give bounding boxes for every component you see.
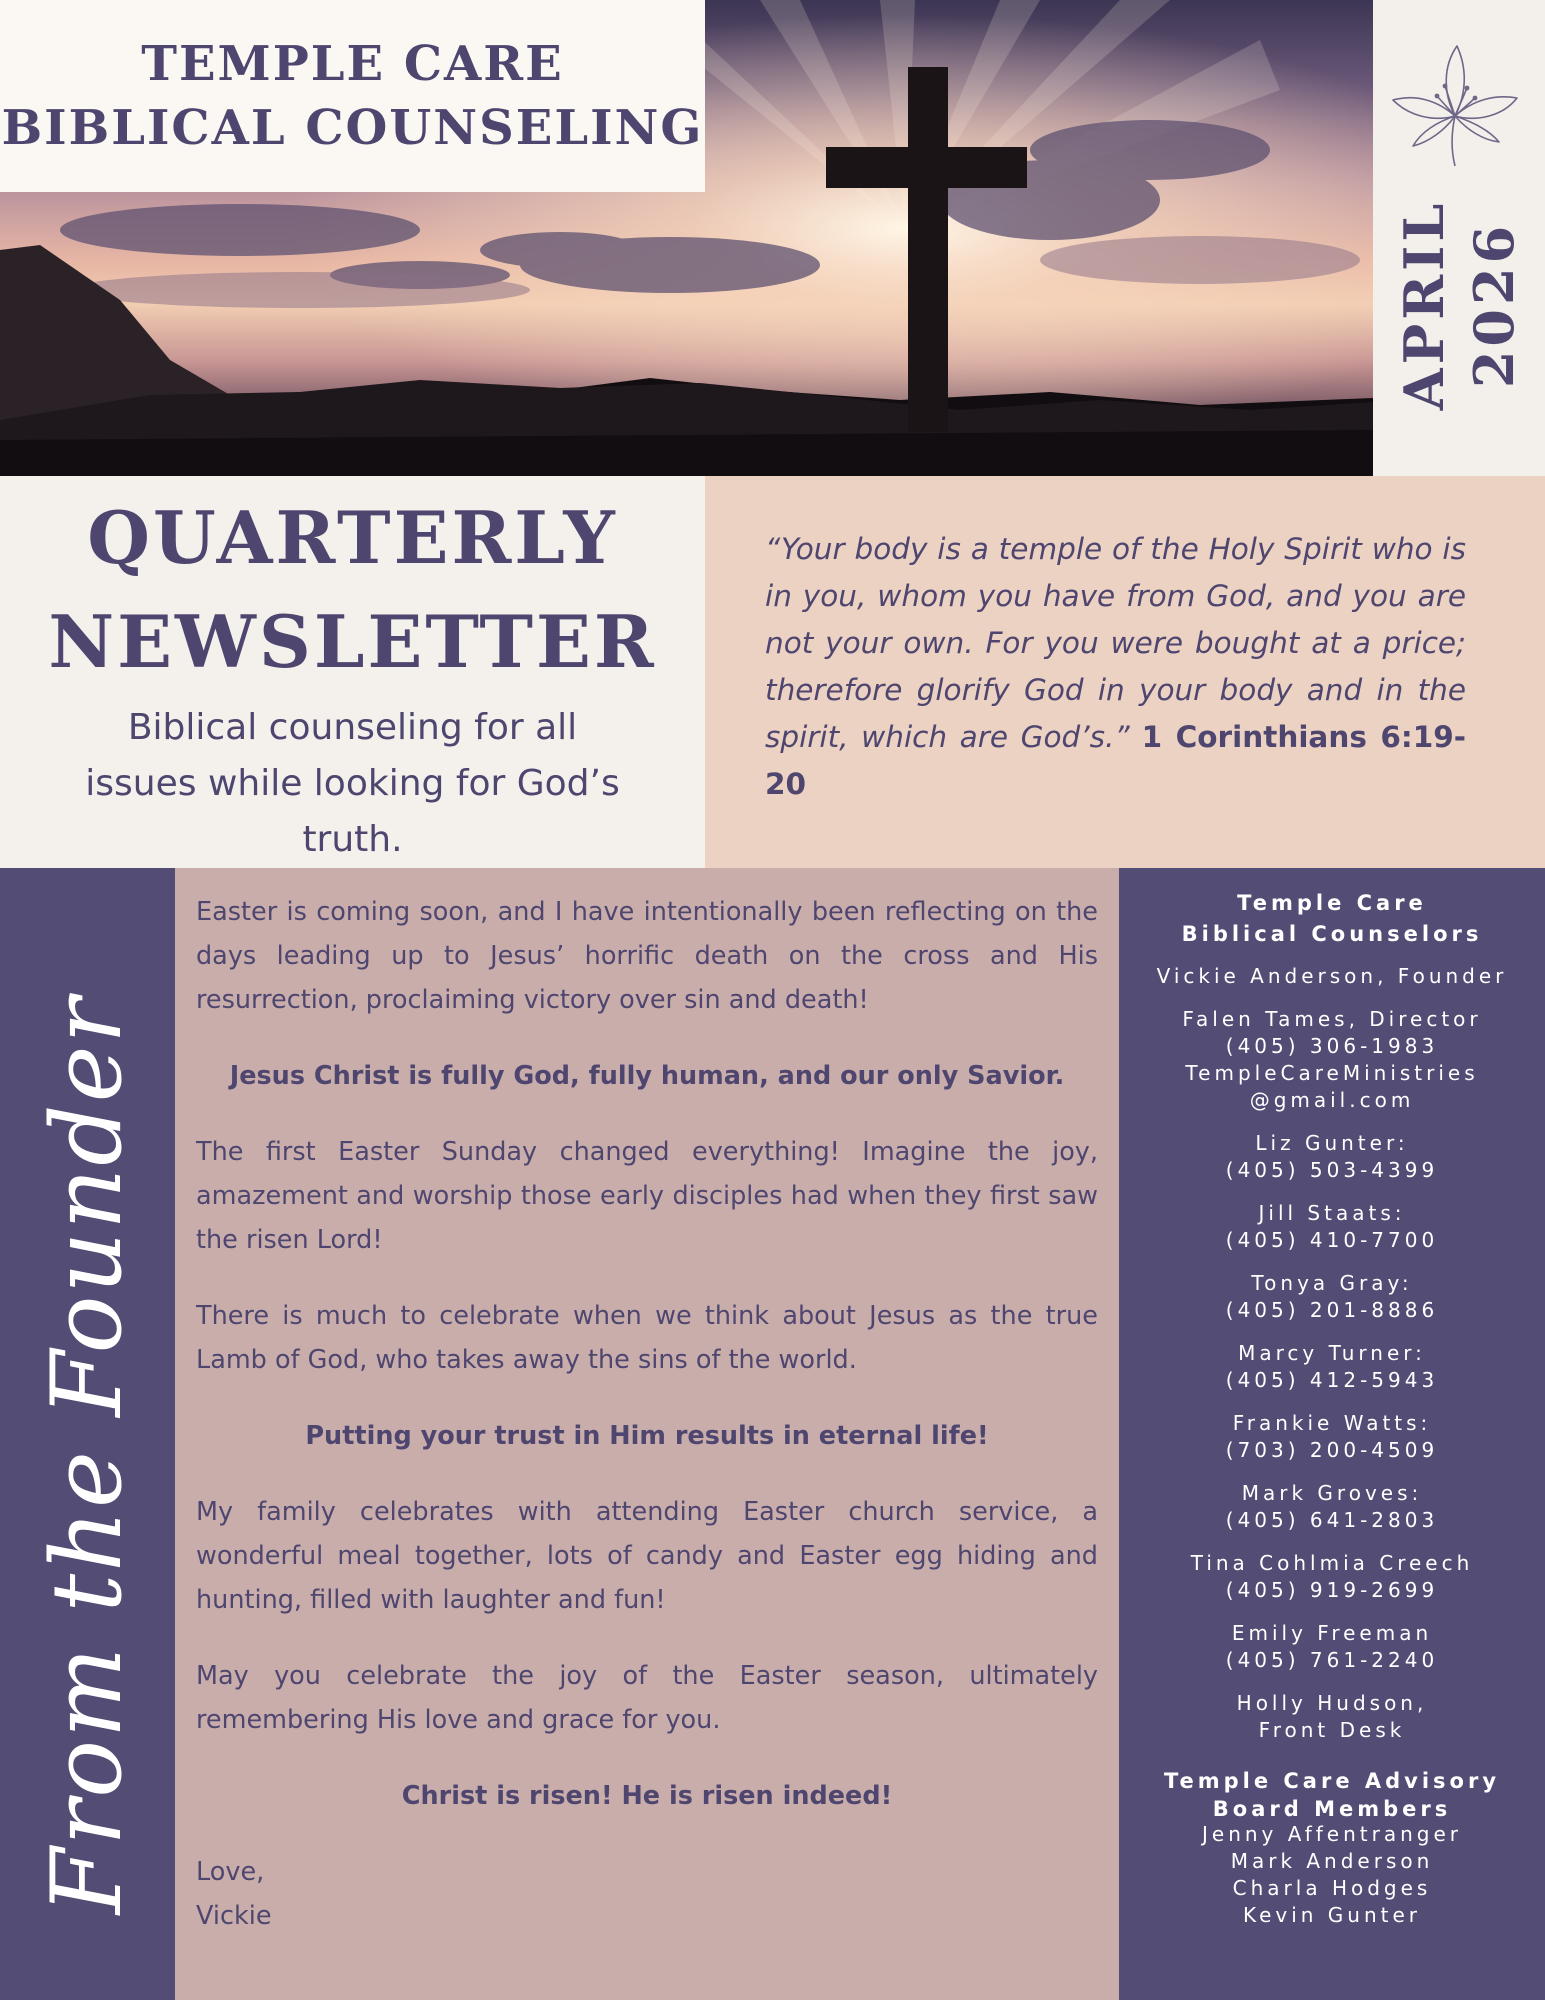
newsletter-title-line-2: NEWSLETTER bbox=[48, 599, 657, 684]
counselor-name: Emily Freeman bbox=[1231, 1621, 1433, 1645]
board-member: Mark Anderson bbox=[1230, 1849, 1434, 1873]
organization-name bbox=[0, 0, 705, 192]
letter-highlight: Jesus Christ is fully God, fully human, and our only Savior. bbox=[229, 1061, 1065, 1091]
counselor-phone: (405) 641-2803 bbox=[1225, 1508, 1439, 1532]
issue-year: 2026 bbox=[1462, 221, 1526, 389]
scripture-quote-block bbox=[705, 476, 1545, 868]
counselor-name: Marcy Turner: bbox=[1238, 1341, 1426, 1365]
counselor-name: Tina Cohlmia Creech bbox=[1190, 1551, 1474, 1575]
director-email-line-2: @gmail.com bbox=[1249, 1088, 1415, 1112]
letter-paragraph: Easter is coming soon, and I have intentionally been reflecting on the days leading up to Jesus’ horrific death on the cross and His resurrection, proclaiming victory over sin and death! bbox=[196, 897, 1098, 1015]
letter-highlight: Christ is risen! He is risen indeed! bbox=[401, 1781, 893, 1811]
letter-paragraph: The first Easter Sunday changed everything! Imagine the joy, amazement and worship those early disciples had when they first saw the risen Lord! bbox=[196, 1137, 1098, 1255]
counselor-entry bbox=[1119, 1620, 1545, 1674]
director-phone: (405) 306-1983 bbox=[1225, 1034, 1439, 1058]
letter-paragraph: There is much to celebrate when we think about Jesus as the true Lamb of God, who takes away the sins of the world. bbox=[196, 1301, 1098, 1375]
founder-letter bbox=[175, 868, 1119, 2000]
staff-heading-line-1: Temple Care bbox=[1237, 891, 1427, 915]
board-member: Jenny Affentranger bbox=[1202, 1822, 1462, 1846]
staff-heading-line-2: Biblical Counselors bbox=[1181, 922, 1483, 946]
founder-heading bbox=[12, 995, 162, 1915]
counselor-phone: (703) 200-4509 bbox=[1225, 1438, 1439, 1462]
counselor-entry bbox=[1119, 1550, 1545, 1604]
letter-signoff bbox=[196, 1850, 1098, 1938]
counselor-entry bbox=[1119, 1480, 1545, 1534]
scripture-reference: 1 Corinthians 6:19-20 bbox=[765, 720, 1466, 801]
front-desk-name: Holly Hudson, bbox=[1236, 1691, 1428, 1715]
staff-founder: Vickie Anderson, Founder bbox=[1156, 964, 1508, 988]
letter-paragraph: My family celebrates with attending Easter church service, a wonderful meal together, lots of candy and Easter egg hiding and hunting, filled with laughter and fun! bbox=[196, 1497, 1098, 1615]
counselor-name: Jill Staats: bbox=[1258, 1201, 1406, 1225]
counselor-name: Liz Gunter: bbox=[1255, 1131, 1409, 1155]
counselor-phone: (405) 919-2699 bbox=[1225, 1578, 1439, 1602]
issue-month: APRIL bbox=[1392, 199, 1456, 411]
org-name-line-2: BIBLICAL COUNSELING bbox=[1, 100, 704, 156]
board-member: Charla Hodges bbox=[1232, 1876, 1432, 1900]
counselor-phone: (405) 201-8886 bbox=[1225, 1298, 1439, 1322]
counselor-name: Frankie Watts: bbox=[1232, 1411, 1432, 1435]
counselor-entry bbox=[1119, 1410, 1545, 1464]
counselor-name: Tonya Gray: bbox=[1251, 1271, 1413, 1295]
counselor-entry bbox=[1119, 1340, 1545, 1394]
board-members bbox=[1119, 1821, 1545, 1929]
letter-signature: Vickie bbox=[196, 1901, 272, 1931]
newsletter-title-block bbox=[0, 476, 705, 868]
counselor-phone: (405) 410-7700 bbox=[1225, 1228, 1439, 1252]
letter-paragraph: May you celebrate the joy of the Easter season, ultimately remembering His love and grace for you. bbox=[196, 1661, 1098, 1735]
board-heading-line-1: Temple Care Advisory bbox=[1163, 1769, 1501, 1793]
issue-date bbox=[1384, 155, 1534, 455]
counselor-entry bbox=[1119, 1130, 1545, 1184]
scripture-quote-text: “Your body is a temple of the Holy Spirit who is in you, whom you have from God, and you are not your own. For you were bought at a price; therefore glorify God in your body and in the spirit, which are God’s.” bbox=[765, 532, 1466, 754]
letter-highlight: Putting your trust in Him results in eternal life! bbox=[305, 1421, 989, 1451]
board-member: Kevin Gunter bbox=[1242, 1903, 1422, 1927]
scripture-quote bbox=[765, 526, 1466, 808]
counselor-phone: (405) 503-4399 bbox=[1225, 1158, 1439, 1182]
tagline: Biblical counseling for all issues while looking for God’s truth. bbox=[85, 707, 620, 860]
front-desk-role: Front Desk bbox=[1258, 1718, 1406, 1742]
counselor-phone: (405) 412-5943 bbox=[1225, 1368, 1439, 1392]
counselor-entry bbox=[1119, 1200, 1545, 1254]
founder-heading-text: From the Founder bbox=[31, 995, 143, 1915]
counselor-entry bbox=[1119, 1270, 1545, 1324]
letter-closing: Love, bbox=[196, 1857, 265, 1887]
staff-director bbox=[1119, 1006, 1545, 1114]
staff-directory bbox=[1119, 868, 1545, 2000]
counselor-name: Mark Groves: bbox=[1241, 1481, 1423, 1505]
org-name-line-1: TEMPLE CARE bbox=[141, 36, 564, 92]
newsletter-title-line-1: QUARTERLY bbox=[87, 495, 618, 580]
director-email-line-1: TempleCareMinistries bbox=[1185, 1061, 1479, 1085]
director-name: Falen Tames, Director bbox=[1182, 1007, 1482, 1031]
front-desk-entry bbox=[1119, 1690, 1545, 1744]
board-heading-line-2: Board Members bbox=[1212, 1797, 1452, 1821]
counselor-phone: (405) 761-2240 bbox=[1225, 1648, 1439, 1672]
lily-icon bbox=[1385, 38, 1525, 173]
